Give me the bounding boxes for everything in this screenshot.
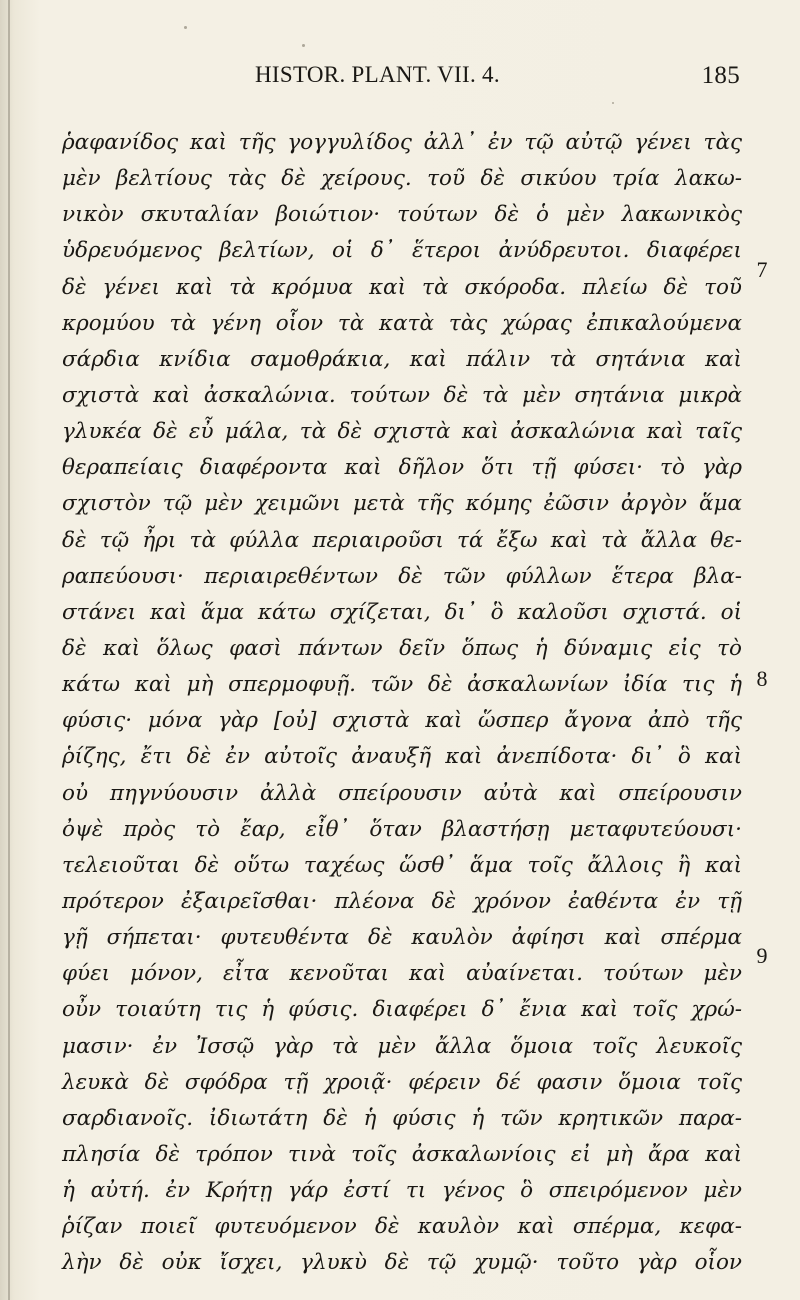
- text-line: ἡ αὐτή. ἐν Κρήτῃ γάρ ἐστί τι γένος ὃ σπειρόμενον μὲν: [62, 1178, 742, 1204]
- text-line: πλησία δὲ τρόπον τινὰ τοῖς ἀσκαλωνίοις εἰ μὴ ἄρα καὶ: [62, 1141, 742, 1167]
- text-line: πρότερον ἐξαιρεῖσθαι· πλέονα δὲ χρόνον ἐαθέντα ἐν τῇ: [62, 888, 742, 914]
- section-number: 8: [756, 666, 768, 691]
- paper-speck: [612, 102, 614, 104]
- text-line: κρομύου τὰ γένη οἷον τὰ κατὰ τὰς χώρας ἐπικαλούμενα: [62, 310, 742, 336]
- text-line: σχιστὸν τῷ μὲν χειμῶνι μετὰ τῆς κόμης ἐῶσιν ἀργὸν ἅμα: [62, 491, 742, 517]
- text-line: λευκὰ δὲ σφόδρα τῇ χροιᾷ· φέρειν δέ φασιν ὅμοια τοῖς: [62, 1069, 742, 1095]
- running-head: [255, 62, 740, 98]
- text-line: νικὸν σκυταλίαν βοιώτιον· τούτων δὲ ὁ μὲν λακωνικὸς: [62, 202, 742, 228]
- text-line: δὲ τῷ ἦρι τὰ φύλλα περιαιροῦσι τά ἔξω καὶ τὰ ἄλλα θε-: [62, 527, 742, 553]
- section-number: 7: [756, 257, 768, 282]
- text-line: μασιν· ἐν Ἰσσῷ γὰρ τὰ μὲν ἄλλα ὅμοια τοῖς λευκοῖς: [62, 1033, 742, 1059]
- text-line: σαρδιανοῖς. ἰδιωτάτη δὲ ἡ φύσις ἡ τῶν κρητικῶν παρα-: [62, 1105, 742, 1131]
- text-line: τελειοῦται δὲ οὕτω ταχέως ὥσθ᾽ ἅμα τοῖς ἄλλοις ἢ καὶ: [62, 852, 742, 878]
- text-line: δὲ καὶ ὅλως φασὶ πάντων δεῖν ὅπως ἡ δύναμις εἰς τὸ: [62, 635, 742, 661]
- text-line: ραπεύουσι· περιαιρεθέντων δὲ τῶν φύλλων ἕτερα βλα-: [62, 563, 742, 589]
- text-line: ὀψὲ πρὸς τὸ ἔαρ, εἶθ᾽ ὅταν βλαστήσῃ μεταφυτεύουσι·: [62, 816, 742, 842]
- text-line: φύσις· μόνα γὰρ [οὐ] σχιστὰ καὶ ὥσπερ ἄγονα ἀπὸ τῆς: [62, 708, 742, 734]
- text-line: θεραπείαις διαφέροντα καὶ δῆλον ὅτι τῇ φύσει· τὸ γὰρ: [62, 455, 742, 481]
- paper-speck: [184, 26, 187, 29]
- text-line: ῥαφανίδος καὶ τῆς γογγυλίδος ἀλλ᾽ ἐν τῷ αὐτῷ γένει τὰς: [62, 130, 742, 155]
- text-line: οὐ πηγνύουσιν ἀλλὰ σπείρουσιν αὐτὰ καὶ σπείρουσιν: [62, 780, 742, 806]
- text-line: φύει μόνον, εἶτα κενοῦται καὶ αὐαίνεται. τούτων μὲν: [62, 961, 742, 987]
- text-line: ὑδρευόμενος βελτίων, οἱ δ᾽ ἕτεροι ἀνύδρευτοι. διαφέρει: [62, 238, 742, 264]
- text-line: ῥίζαν ποιεῖ φυτευόμενον δὲ καυλὸν καὶ σπέρμα, κεφα-: [62, 1214, 742, 1240]
- text-line: μὲν βελτίους τὰς δὲ χείρους. τοῦ δὲ σικύου τρία λακω-: [62, 166, 742, 192]
- running-head-title: HISTOR. PLANT. VII. 4.: [255, 62, 500, 87]
- paper-speck: [302, 44, 305, 47]
- text-line: ῥίζης, ἔτι δὲ ἐν αὐτοῖς ἀναυξῆ καὶ ἀνεπίδοτα· δι᾽ ὃ καὶ: [62, 744, 742, 770]
- greek-text-body: [62, 125, 742, 1282]
- text-line: οὖν τοιαύτη τις ἡ φύσις. διαφέρει δ᾽ ἔνια καὶ τοῖς χρώ-: [62, 997, 742, 1023]
- text-line: σάρδια κνίδια σαμοθράκια, καὶ πάλιν τὰ σητάνια καὶ: [62, 346, 742, 372]
- text-line: γλυκέα δὲ εὖ μάλα, τὰ δὲ σχιστὰ καὶ ἀσκαλώνια καὶ ταῖς: [62, 419, 742, 445]
- page-number: 185: [701, 62, 740, 89]
- text-line: γῇ σήπεται· φυτευθέντα δὲ καυλὸν ἀφίησι καὶ σπέρμα: [62, 925, 742, 951]
- section-number: 9: [756, 943, 768, 968]
- binding-gutter: [8, 0, 10, 1300]
- text-line: σχιστὰ καὶ ἀσκαλώνια. τούτων δὲ τὰ μὲν σητάνια μικρὰ: [62, 382, 742, 408]
- text-line: λὴν δὲ οὐκ ἴσχει, γλυκὺ δὲ τῷ χυμῷ· τοῦτο γὰρ οἷον: [62, 1250, 742, 1276]
- text-line: στάνει καὶ ἅμα κάτω σχίζεται, δι᾽ ὃ καλοῦσι σχιστά. οἱ: [62, 599, 742, 625]
- text-line: δὲ γένει καὶ τὰ κρόμυα καὶ τὰ σκόροδα. πλείω δὲ τοῦ: [62, 274, 742, 300]
- text-line: κάτω καὶ μὴ σπερμοφυῇ. τῶν δὲ ἀσκαλωνίων ἰδία τις ἡ: [62, 672, 742, 698]
